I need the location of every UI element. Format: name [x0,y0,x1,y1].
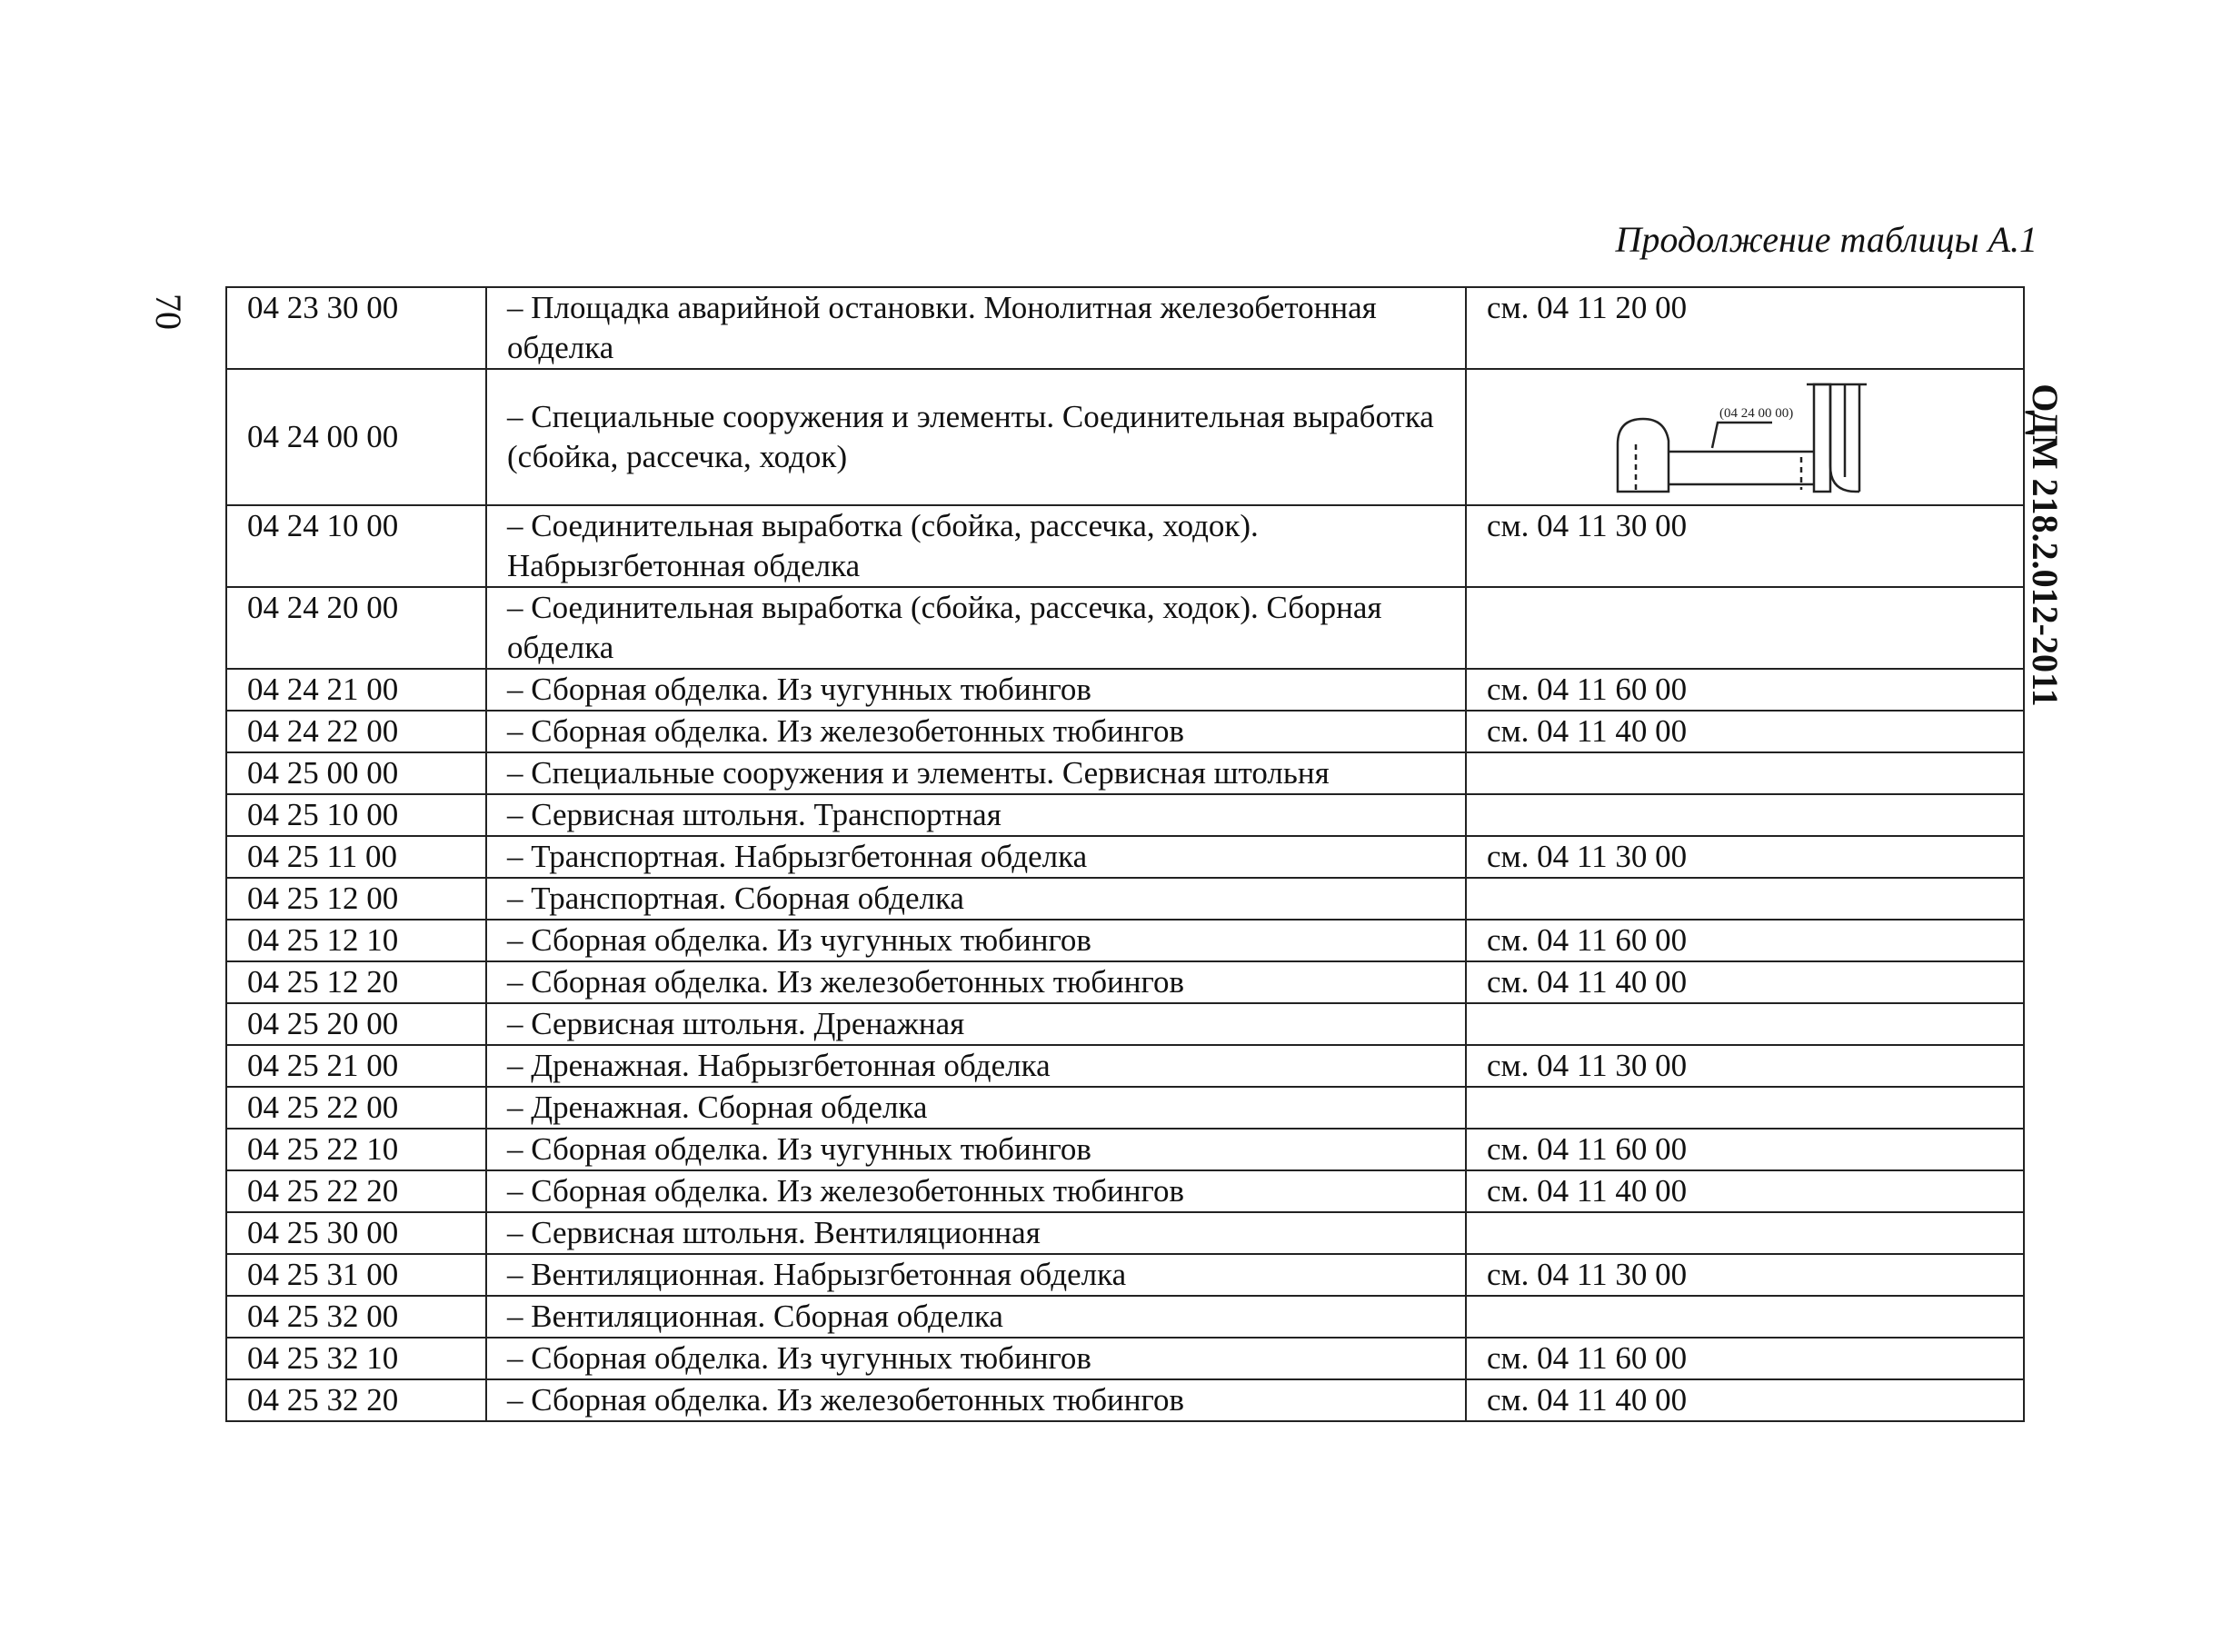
code-cell: 04 25 12 10 [226,920,486,961]
description-cell: – Сборная обделка. Из чугунных тюбингов [486,920,1466,961]
reference-cell [1466,1003,2024,1045]
code-cell: 04 25 20 00 [226,1003,486,1045]
table-row [226,369,2024,505]
reference-cell: см. 04 11 20 00 [1466,287,2024,369]
reference-cell: см. 04 11 60 00 [1466,1338,2024,1379]
reference-cell [1466,794,2024,836]
code-cell: 04 25 32 10 [226,1338,486,1379]
code-cell: 04 25 12 00 [226,878,486,920]
description-cell: – Вентиляционная. Сборная обделка [486,1296,1466,1338]
table-row [226,961,2024,1003]
table-caption: Продолжение таблицы А.1 [1615,219,2038,260]
reference-cell: см. 04 11 40 00 [1466,711,2024,752]
code-cell: 04 25 22 00 [226,1087,486,1129]
description-cell: – Сборная обделка. Из чугунных тюбингов [486,1129,1466,1170]
description-cell: – Площадка аварийной остановки. Монолитная железобетонная обделка [486,287,1466,369]
reference-cell: см. 04 11 30 00 [1466,1045,2024,1087]
classification-table [225,286,2025,1422]
table-row [226,669,2024,711]
table-row [226,287,2024,369]
code-cell: 04 25 10 00 [226,794,486,836]
description-cell: – Специальные сооружения и элементы. Сервисная штольня [486,752,1466,794]
reference-cell [1466,1212,2024,1254]
reference-cell: см. 04 11 30 00 [1466,1254,2024,1296]
table-row [226,1045,2024,1087]
reference-cell [1466,1296,2024,1338]
code-cell: 04 25 21 00 [226,1045,486,1087]
table-row [226,711,2024,752]
table-row [226,1170,2024,1212]
description-cell: – Дренажная. Набрызгбетонная обделка [486,1045,1466,1087]
document-code: ОДМ 218.2.012-2011 [2025,383,2066,707]
table-row [226,587,2024,669]
table-row [226,752,2024,794]
table-row [226,794,2024,836]
table-row [226,1379,2024,1421]
description-cell: – Транспортная. Набрызгбетонная обделка [486,836,1466,878]
code-cell: 04 25 32 00 [226,1296,486,1338]
reference-cell: см. 04 11 60 00 [1466,920,2024,961]
reference-cell: см. 04 11 60 00 [1466,1129,2024,1170]
description-cell: – Сервисная штольня. Транспортная [486,794,1466,836]
code-cell: 04 24 21 00 [226,669,486,711]
description-cell: – Вентиляционная. Набрызгбетонная обделка [486,1254,1466,1296]
table-row [226,920,2024,961]
reference-cell: см. 04 11 60 00 [1466,669,2024,711]
table-row [226,1212,2024,1254]
table-row [226,1296,2024,1338]
description-cell: – Соединительная выработка (сбойка, рассечка, ходок). Сборная обделка [486,587,1466,669]
table-row [226,836,2024,878]
scheme-cell [1466,369,2024,505]
reference-cell: см. 04 11 40 00 [1466,961,2024,1003]
table-row [226,1254,2024,1296]
reference-cell: см. 04 11 30 00 [1466,836,2024,878]
code-cell: 04 24 22 00 [226,711,486,752]
reference-cell [1466,752,2024,794]
code-cell: 04 24 20 00 [226,587,486,669]
code-cell: 04 23 30 00 [226,287,486,369]
reference-cell: см. 04 11 40 00 [1466,1379,2024,1421]
scheme-label: (04 24 00 00) [1719,406,1794,421]
description-cell: – Сервисная штольня. Вентиляционная [486,1212,1466,1254]
reference-cell: см. 04 11 30 00 [1466,505,2024,587]
reference-cell [1466,587,2024,669]
description-cell: – Сборная обделка. Из железобетонных тюбингов [486,1379,1466,1421]
description-cell: – Дренажная. Сборная обделка [486,1087,1466,1129]
page-number: 70 [148,294,189,330]
description-cell: – Сборная обделка. Из чугунных тюбингов [486,669,1466,711]
code-cell: 04 24 10 00 [226,505,486,587]
description-cell: – Сервисная штольня. Дренажная [486,1003,1466,1045]
table-row [226,878,2024,920]
description-cell: – Сборная обделка. Из железобетонных тюбингов [486,1170,1466,1212]
code-cell: 04 25 22 20 [226,1170,486,1212]
description-cell: – Сборная обделка. Из железобетонных тюбингов [486,711,1466,752]
connecting-passage-scheme-icon [1599,375,1890,499]
description-cell: – Сборная обделка. Из чугунных тюбингов [486,1338,1466,1379]
table-row [226,1003,2024,1045]
code-cell: 04 24 00 00 [226,369,486,505]
code-cell: 04 25 30 00 [226,1212,486,1254]
code-cell: 04 25 12 20 [226,961,486,1003]
table-row [226,1338,2024,1379]
reference-cell: см. 04 11 40 00 [1466,1170,2024,1212]
table-row [226,1087,2024,1129]
code-cell: 04 25 31 00 [226,1254,486,1296]
code-cell: 04 25 11 00 [226,836,486,878]
table-row [226,1129,2024,1170]
description-cell: – Специальные сооружения и элементы. Соединительная выработка (сбойка, рассечка, ходок) [486,369,1466,505]
description-cell: – Сборная обделка. Из железобетонных тюбингов [486,961,1466,1003]
description-cell: – Соединительная выработка (сбойка, рассечка, ходок). Набрызгбетонная обделка [486,505,1466,587]
code-cell: 04 25 32 20 [226,1379,486,1421]
table-row [226,505,2024,587]
code-cell: 04 25 00 00 [226,752,486,794]
code-cell: 04 25 22 10 [226,1129,486,1170]
description-cell: – Транспортная. Сборная обделка [486,878,1466,920]
reference-cell [1466,878,2024,920]
reference-cell [1466,1087,2024,1129]
